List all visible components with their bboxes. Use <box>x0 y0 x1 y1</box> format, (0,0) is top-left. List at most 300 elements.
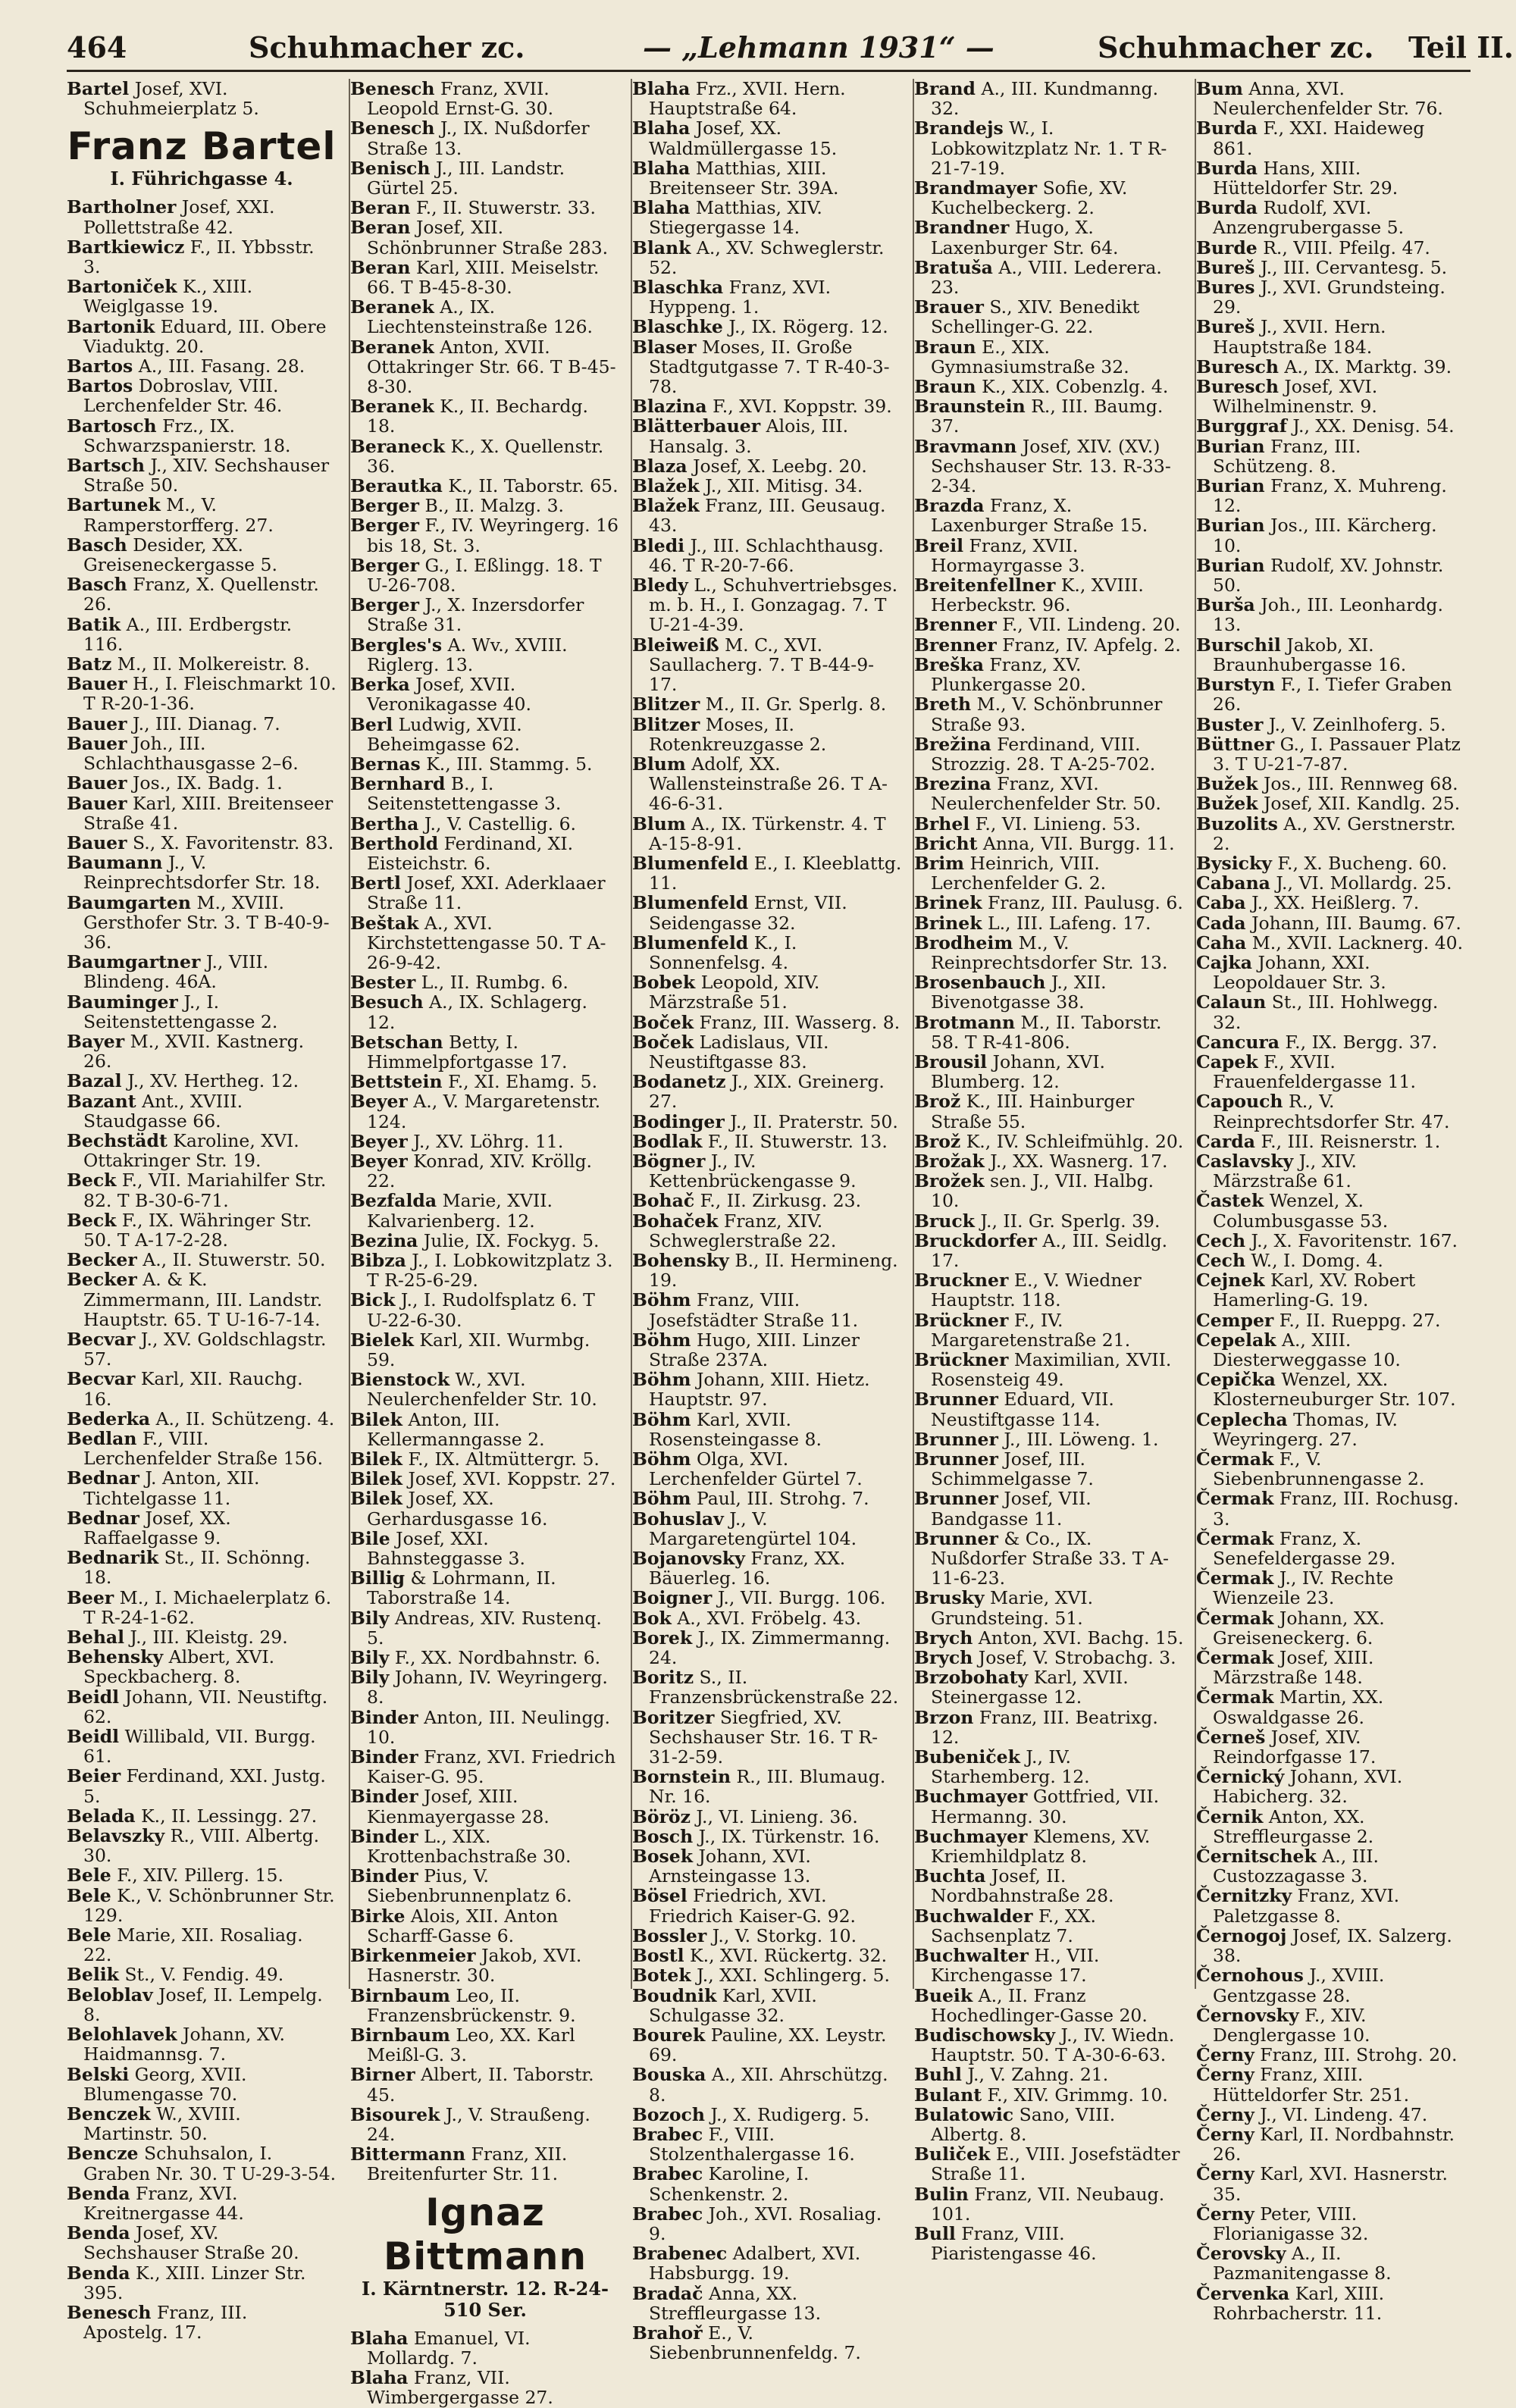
entry-details: Josef, XII. Schönbrunner Straße 283. <box>367 217 609 258</box>
directory-entry <box>914 79 1184 118</box>
entry-details: J., V. Margaretengürtel 104. <box>649 1508 857 1549</box>
entry-details: F., II. Stuwerstr. 13. <box>707 1130 888 1152</box>
entry-details: Josef, XII. Kandlg. 25. <box>1264 793 1461 815</box>
directory-entry <box>350 218 620 257</box>
directory-entry <box>1196 2125 1466 2164</box>
entry-surname: Beran <box>350 197 411 219</box>
entry-details: F., XVI. Koppstr. 39. <box>713 396 892 418</box>
directory-entry <box>1196 1270 1466 1310</box>
entry-surname: Birke <box>350 1905 406 1927</box>
entry-details: Karl, XV. Robert Hamerling-G. 19. <box>1213 1270 1416 1311</box>
entry-details: B., II. Malzg. 3. <box>424 495 565 517</box>
entry-surname: Beran <box>350 217 411 239</box>
entry-details: A., IX. Marktg. 39. <box>1284 355 1452 377</box>
entry-surname: Blaha <box>632 157 691 179</box>
entry-surname: Černický <box>1196 1766 1285 1788</box>
entry-details: Josef, XXI. Pollettstraße 42. <box>83 196 275 238</box>
entry-details: Marie, XII. Rosaliag. 22. <box>83 1924 303 1966</box>
directory-entry <box>67 2303 337 2342</box>
entry-surname: Binder <box>350 1746 418 1768</box>
entry-details: Ant., XVIII. Staudgasse 66. <box>83 1090 243 1132</box>
entry-surname: Bilek <box>350 1488 402 1510</box>
entry-surname: Bohaček <box>632 1210 719 1232</box>
entry-details: Franz, X. Muhreng. 12. <box>1213 475 1447 517</box>
directory-entry <box>632 1667 902 1707</box>
column-5 <box>1195 78 1466 2324</box>
entry-surname: Braunstein <box>914 396 1026 418</box>
entry-surname: Blažek <box>632 475 700 497</box>
entry-details: F., XVII. Frauenfeldergasse 11. <box>1213 1051 1416 1093</box>
entry-details: L., III. Lafeng. 17. <box>987 912 1151 934</box>
entry-details: Franz, X. Laxenburger Straße 15. <box>931 495 1148 537</box>
directory-entry <box>914 2025 1184 2065</box>
directory-entry <box>67 1409 337 1429</box>
entry-surname: Beraneck <box>350 435 446 457</box>
entry-details: Johann, VII. Neustiftg. 62. <box>83 1686 328 1727</box>
directory-entry <box>1196 913 1466 933</box>
entry-surname: Bederka <box>67 1408 151 1429</box>
entry-surname: Bleiweiß <box>632 634 719 656</box>
entry-details: Franz, X. Senefeldergasse 29. <box>1213 1527 1396 1570</box>
entry-surname: Bencze <box>67 2143 139 2165</box>
directory-entry <box>67 495 337 534</box>
entry-details: Anton, XVII. Ottakringer Str. 66. T B-45-8-30. <box>367 336 616 398</box>
entry-surname: Böhm <box>632 1448 691 1470</box>
entry-surname: Bossler <box>632 1924 707 1946</box>
entry-details: H., VII. Kirchengasse 17. <box>931 1945 1100 1987</box>
directory-entry <box>914 913 1184 933</box>
entry-details: Jakob, XVI. Hasnerstr. 30. <box>367 1945 582 1987</box>
entry-surname: Bechstädt <box>67 1129 168 1151</box>
entry-surname: Bartholner <box>67 196 177 218</box>
directory-entry <box>632 715 902 754</box>
entry-surname: Burša <box>1196 594 1255 616</box>
entry-details: Hugo, XIII. Linzer Straße 237A. <box>649 1329 860 1370</box>
entry-details: Desider, XX. Greiseneckergasse 5. <box>83 534 277 576</box>
entry-surname: Brahoř <box>632 2322 703 2344</box>
entry-details: F., II. Ybbsstr. 3. <box>83 236 315 278</box>
directory-entry <box>914 496 1184 535</box>
directory-entry <box>350 972 620 992</box>
directory-entry <box>67 734 337 773</box>
entry-surname: Bureš <box>1196 316 1255 338</box>
directory-entry <box>67 1588 337 1627</box>
directory-entry <box>350 79 620 118</box>
entry-surname: Černy <box>1196 2203 1254 2225</box>
entry-details: K., XIII. Linzer Str. 395. <box>83 2262 306 2303</box>
entry-details: Josef, XIII. Kienmayergasse 28. <box>367 1786 550 1827</box>
entry-surname: Bravmann <box>914 435 1017 457</box>
directory-entry <box>914 1588 1184 1627</box>
entry-details: Moses, II. Große Stadtgutgasse 7. T R-40-3-78. <box>649 336 890 398</box>
entry-surname: Buhl <box>914 2064 962 2086</box>
entry-details: S., II. Franzensbrückenstraße 22. <box>649 1667 899 1708</box>
entry-details: F., IX. Währinger Str. 50. T A-17-2-28. <box>83 1209 312 1251</box>
entry-details: A. Wv., XVIII. Riglerg. 13. <box>367 634 568 675</box>
entry-surname: Černy <box>1196 2064 1254 2086</box>
directory-entry <box>350 515 620 555</box>
directory-entry <box>632 1509 902 1548</box>
directory-entry <box>632 496 902 535</box>
entry-surname: Bohensky <box>632 1249 729 1271</box>
entry-details: G., I. Passauer Platz 3. T U-21-7-87. <box>1213 733 1461 775</box>
directory-entry <box>67 1806 337 1826</box>
entry-surname: Blaha <box>350 2327 409 2349</box>
directory-entry <box>1196 1052 1466 1091</box>
entry-details: J., XV. Goldschlagstr. 57. <box>83 1328 327 1370</box>
entry-surname: Bily <box>350 1667 390 1689</box>
entry-details: F., XX. Nordbahnstr. 6. <box>394 1647 601 1669</box>
directory-entry <box>914 1052 1184 1091</box>
entry-surname: Besuch <box>350 991 424 1013</box>
directory-entry <box>632 1032 902 1072</box>
entry-details: Schuhsalon, I. Graben Nr. 30. T U-29-3-54. <box>83 2143 337 2184</box>
directory-entry <box>67 2143 337 2183</box>
entry-surname: Blaha <box>632 78 691 99</box>
directory-entry <box>67 893 337 953</box>
entry-details: Karl, XVI. Hasnerstr. 35. <box>1213 2163 1448 2205</box>
directory-entry <box>67 615 337 654</box>
entry-surname: Burda <box>1196 197 1258 219</box>
entry-details: G., I. Eßlingg. 18. T U-26-708. <box>367 554 602 597</box>
entry-surname: Brožak <box>914 1150 985 1172</box>
directory-entry <box>67 456 337 495</box>
entry-details: Franz, III. Schützeng. 8. <box>1213 435 1361 477</box>
directory-entry <box>914 1986 1184 2025</box>
entry-surname: Blaha <box>632 197 691 219</box>
directory-entry <box>1196 933 1466 953</box>
entry-surname: Böhm <box>632 1488 691 1510</box>
directory-entry <box>67 1131 337 1170</box>
directory-entry <box>67 2024 337 2064</box>
entry-details: Josef, XIV. (XV.) Sechshauser Str. 13. R-33-2-34. <box>931 435 1171 497</box>
entry-surname: Bruckner <box>914 1270 1009 1292</box>
directory-entry <box>67 376 337 415</box>
directory-entry <box>350 337 620 397</box>
directory-entry <box>914 1429 1184 1449</box>
entry-details: Alois, XII. Anton Scharff-Gasse 6. <box>367 1905 559 1946</box>
entry-details: Eduard, VII. Neustiftgasse 114. <box>931 1389 1114 1430</box>
entry-details: Franz, IV. Apfelg. 2. <box>1002 634 1181 656</box>
directory-entry <box>350 1667 620 1707</box>
directory-entry <box>1196 2284 1466 2323</box>
directory-entry <box>67 952 337 991</box>
directory-entry <box>350 1032 620 1072</box>
directory-entry <box>350 774 620 813</box>
entry-surname: Brandner <box>914 217 1010 239</box>
entry-details: Karl, XII. Wurmbg. 59. <box>367 1329 590 1370</box>
entry-details: F., II. Zirkusg. 23. <box>700 1190 862 1212</box>
directory-entry <box>914 1489 1184 1528</box>
entry-details: A., IX. Liechtensteinstraße 126. <box>367 296 594 338</box>
entry-details: Sofie, XV. Kuchelbeckerg. 2. <box>931 177 1128 219</box>
directory-entry <box>67 237 337 277</box>
entry-surname: Beidl <box>67 1686 120 1708</box>
entry-surname: Basch <box>67 574 127 596</box>
entry-details: Leopold, XIV. Märzstraße 51. <box>649 972 820 1013</box>
entry-surname: Belavszky <box>67 1825 165 1847</box>
directory-entry <box>632 2204 902 2244</box>
entry-details: J., VI. Lindeng. 47. <box>1260 2103 1428 2125</box>
directory-entry <box>67 1548 337 1587</box>
entry-surname: Černeš <box>1196 1726 1266 1748</box>
entry-surname: Brunner <box>914 1428 998 1450</box>
directory-entry <box>914 1866 1184 1905</box>
directory-entry <box>632 893 902 932</box>
entry-details: Johann, XVI. Arnsteingasse 13. <box>649 1846 811 1887</box>
entry-details: M., XVII. Lacknerg. 40. <box>1251 932 1464 953</box>
entry-details: Ernst, VII. Seidengasse 32. <box>649 892 847 934</box>
entry-details: Karl, XVII. Schulgasse 32. <box>649 1984 817 2026</box>
entry-surname: Bily <box>350 1607 390 1629</box>
entry-surname: Burian <box>1196 554 1265 576</box>
entry-details: J., IV. Rechte Wienzeile 23. <box>1213 1567 1394 1609</box>
entry-surname: Brunner <box>914 1448 998 1470</box>
directory-entry <box>1196 1965 1466 2005</box>
entry-surname: Bozoch <box>632 2103 705 2125</box>
entry-details: F., X. Bucheng. 60. <box>1277 852 1448 874</box>
entry-details: Wenzel, X. Columbusgasse 53. <box>1213 1190 1389 1232</box>
entry-surname: Bazant <box>67 1090 136 1112</box>
entry-details: M., I. Michaelerplatz 6. T R-24-1-62. <box>83 1586 332 1628</box>
entry-details: A., IX. Türkenstr. 4. T A-15-8-91. <box>649 813 886 854</box>
entry-details: Peter, VIII. Florianigasse 32. <box>1213 2203 1369 2244</box>
entry-surname: Bouska <box>632 2064 706 2086</box>
entry-details: Johann, XVI. Blumberg. 12. <box>931 1051 1105 1093</box>
entry-surname: Beck <box>67 1209 117 1231</box>
directory-entry <box>1196 357 1466 377</box>
entry-surname: Burschil <box>1196 634 1281 656</box>
entry-details: J., XIV. Sechshauser Straße 50. <box>83 455 330 496</box>
directory-entry <box>632 337 902 397</box>
entry-surname: Bertha <box>350 813 419 835</box>
entry-details: Anna, XVI. Neulerchenfelder Str. 76. <box>1213 78 1443 120</box>
directory-entry <box>67 1508 337 1548</box>
entry-details: K., X. Quellenstr. 36. <box>367 435 604 477</box>
entry-details: F., V. Siebenbrunnengasse 2. <box>1213 1448 1425 1490</box>
directory-entry <box>350 1151 620 1191</box>
entry-surname: Černitschek <box>1196 1846 1317 1868</box>
directory-entry <box>350 1191 620 1230</box>
entry-details: Anton, III. Kellermanngasse 2. <box>367 1408 545 1450</box>
entry-surname: Burian <box>1196 515 1265 537</box>
entry-details: F., IV. Margaretenstraße 21. <box>931 1309 1131 1351</box>
entry-details: L., II. Rumbg. 6. <box>421 972 568 994</box>
entry-details: A., II. Schützeng. 4. <box>155 1408 335 1429</box>
entry-details: L., XIX. Krottenbachstraße 30. <box>367 1825 572 1868</box>
entry-details: J., XX. Denisg. 54. <box>1292 415 1455 437</box>
entry-surname: Bertl <box>350 872 401 894</box>
entry-details: A., VIII. Lederera. 23. <box>931 256 1162 299</box>
entry-details: Franz, VIII. Josefstädter Straße 11. <box>649 1289 859 1331</box>
entry-details: Wenzel, XX. Klosterneuburger Str. 107. <box>1213 1369 1456 1411</box>
directory-entry <box>914 734 1184 774</box>
entry-details: J., VI. Linieng. 36. <box>696 1805 858 1827</box>
directory-entry <box>350 1231 620 1251</box>
directory-entry <box>914 774 1184 813</box>
header-right-title: Schuhmacher zc. <box>1098 30 1374 64</box>
entry-details: Franz, III. Strohg. 20. <box>1260 2044 1458 2066</box>
entry-surname: Černitzky <box>1196 1885 1292 1907</box>
entry-details: F., VIII. Lerchenfelder Straße 156. <box>83 1428 324 1470</box>
entry-surname: Brinek <box>914 912 982 934</box>
directory-entry <box>632 158 902 198</box>
entry-surname: Brinek <box>914 892 982 914</box>
header-part-label: Teil II. <box>1408 30 1514 64</box>
entry-surname: Berthold <box>350 832 439 854</box>
entry-surname: Behal <box>67 1627 125 1649</box>
entry-surname: Burda <box>1196 117 1258 139</box>
directory-entry <box>632 536 902 575</box>
directory-entry <box>1196 1926 1466 1965</box>
entry-surname: Bezina <box>350 1229 418 1251</box>
entry-details: Thomas, IV. Weyringerg. 27. <box>1213 1408 1398 1450</box>
entry-surname: Beier <box>67 1765 121 1787</box>
entry-surname: Bauer <box>67 831 127 853</box>
directory-entry <box>914 933 1184 972</box>
entry-surname: Blitzer <box>632 713 700 735</box>
directory-entry <box>1196 377 1466 416</box>
directory-entry <box>914 1389 1184 1429</box>
entry-details: Jakob, XI. Braunhubergasse 16. <box>1213 634 1407 675</box>
entry-surname: Benesch <box>67 2301 152 2323</box>
directory-entry <box>350 2105 620 2144</box>
directory-entry <box>1196 556 1466 595</box>
entry-details: A., III. Fasang. 28. <box>138 355 305 377</box>
entry-details: J., I. Seitenstettengasse 2. <box>83 991 278 1032</box>
entry-details: Siegfried, XV. Sechshauser Str. 16. T R-31-2-59. <box>649 1706 879 1768</box>
entry-details: Joh., III. Leonhardg. 13. <box>1213 594 1443 636</box>
directory-entry <box>914 2224 1184 2263</box>
entry-details: Friedrich, XVI. Friedrich Kaiser-G. 92. <box>649 1885 856 1927</box>
entry-surname: Brand <box>914 78 976 99</box>
entry-surname: Bezfalda <box>350 1190 437 1212</box>
entry-details: Joh., XVI. Rosaliag. 9. <box>649 2203 882 2244</box>
entry-surname: Blaser <box>632 336 697 358</box>
entry-surname: Becker <box>67 1249 137 1271</box>
entry-details: Josef, XXI. Bahnsteggasse 3. <box>367 1527 525 1570</box>
listing-columns <box>67 78 1471 2408</box>
directory-entry <box>632 1330 902 1370</box>
entry-details: F., IV. Weyringerg. 16 bis 18, St. 3. <box>367 515 619 556</box>
entry-details: A., II. Franz Hochedlinger-Gasse 20. <box>931 1984 1148 2026</box>
entry-surname: Böhm <box>632 1369 691 1391</box>
entry-surname: Becker <box>67 1269 137 1291</box>
entry-surname: Bernas <box>350 753 421 775</box>
directory-entry <box>914 396 1184 436</box>
entry-surname: Bily <box>350 1647 390 1669</box>
directory-entry <box>350 754 620 774</box>
entry-surname: Bittermann <box>350 2143 466 2165</box>
entry-details: Josef, XXI. Aderklaaer Straße 11. <box>367 872 606 914</box>
entry-surname: Böröz <box>632 1805 691 1827</box>
entry-surname: Binder <box>350 1786 418 1808</box>
entry-surname: Bures <box>1196 277 1255 299</box>
directory-entry <box>1196 1846 1466 1886</box>
directory-entry <box>67 992 337 1032</box>
entry-surname: Benesch <box>350 78 435 99</box>
entry-details: F., XIV. Pillerg. 15. <box>117 1865 283 1887</box>
entry-surname: Böhm <box>632 1408 691 1430</box>
entry-surname: Brych <box>914 1647 973 1669</box>
entry-surname: Bednar <box>67 1467 139 1489</box>
entry-details: Alois, III. Hansalg. 3. <box>649 415 849 457</box>
directory-entry <box>67 1687 337 1727</box>
entry-surname: Brückner <box>914 1349 1009 1370</box>
entry-details: J., X. Inzersdorfer Straße 31. <box>367 594 584 636</box>
entry-surname: Blažek <box>632 495 700 517</box>
entry-surname: Caba <box>1196 892 1246 914</box>
advertisement-name: Ignaz Bittmann <box>383 2190 587 2278</box>
entry-details: J., IV. Wiedn. Hauptstr. 50. T A-30-6-63. <box>931 2024 1175 2066</box>
entry-details: J., IX. Türkenstr. 16. <box>698 1825 880 1847</box>
entry-details: Josef, XVI. Schuhmeierplatz 5. <box>83 78 259 120</box>
entry-surname: Brhel <box>914 813 970 835</box>
entry-surname: Brunner <box>914 1488 998 1510</box>
entry-details: Anton, XVI. Bachg. 15. <box>978 1627 1184 1649</box>
directory-entry <box>914 437 1184 496</box>
entry-surname: Bartkiewicz <box>67 236 185 258</box>
entry-surname: Billig <box>350 1567 406 1589</box>
entry-surname: Bienstock <box>350 1369 450 1391</box>
entry-details: Dobroslav, VIII. Lerchenfelder Str. 46. <box>83 375 283 417</box>
entry-surname: Černy <box>1196 2123 1254 2145</box>
directory-entry <box>1196 238 1466 258</box>
entry-surname: Blitzer <box>632 694 700 716</box>
directory-entry <box>67 2223 337 2262</box>
entry-details: Emanuel, VI. Mollardg. 7. <box>367 2327 531 2369</box>
entry-details: Karl, XVII. Steinergasse 12. <box>931 1667 1129 1708</box>
entry-surname: Bettstein <box>350 1071 443 1093</box>
directory-entry <box>67 1032 337 1071</box>
entry-surname: Brazda <box>914 495 985 517</box>
directory-entry <box>67 197 337 236</box>
directory-entry <box>1196 1529 1466 1568</box>
entry-surname: Beidl <box>67 1726 120 1748</box>
entry-details: Hans, XIII. Hütteldorfer Str. 29. <box>1213 157 1399 199</box>
page-header <box>67 23 1514 72</box>
entry-surname: Basch <box>67 534 127 556</box>
entry-surname: Černy <box>1196 2163 1254 2185</box>
entry-surname: Böhm <box>632 1289 691 1311</box>
directory-entry <box>632 1410 902 1449</box>
entry-surname: Boigner <box>632 1587 713 1609</box>
directory-entry <box>1196 1370 1466 1409</box>
entry-surname: Burian <box>1196 435 1265 457</box>
directory-entry <box>914 834 1184 853</box>
directory-entry <box>632 1926 902 1946</box>
entry-surname: Černogoj <box>1196 1924 1287 1946</box>
entry-surname: Bricht <box>914 832 978 854</box>
entry-surname: Brosenbauch <box>914 972 1046 994</box>
entry-details: J., XVII. Hern. Hauptstraße 184. <box>1213 316 1386 358</box>
entry-details: & Co., IX. Nußdorfer Straße 33. T A-11-6-23. <box>931 1527 1169 1589</box>
entry-surname: Bösel <box>632 1885 688 1907</box>
directory-entry <box>914 1211 1184 1231</box>
entry-details: A., III. Erdbergstr. 116. <box>83 613 293 655</box>
directory-entry <box>67 2184 337 2223</box>
entry-details: & Lohrmann, II. Taborstraße 14. <box>367 1567 556 1609</box>
directory-entry <box>632 2164 902 2203</box>
entry-surname: Brenner <box>914 634 997 656</box>
directory-entry <box>632 2025 902 2065</box>
entry-details: M., II. Molkereistr. 8. <box>117 653 310 675</box>
entry-surname: Bisourek <box>350 2103 440 2125</box>
entry-details: J., V. Straußeng. 24. <box>367 2103 590 2145</box>
entry-details: L., Schuhvertriebsges. m. b. H., I. Gonzagag. 7. T U-21-4-39. <box>649 575 898 636</box>
directory-entry <box>1196 416 1466 436</box>
entry-surname: Braun <box>914 336 976 358</box>
